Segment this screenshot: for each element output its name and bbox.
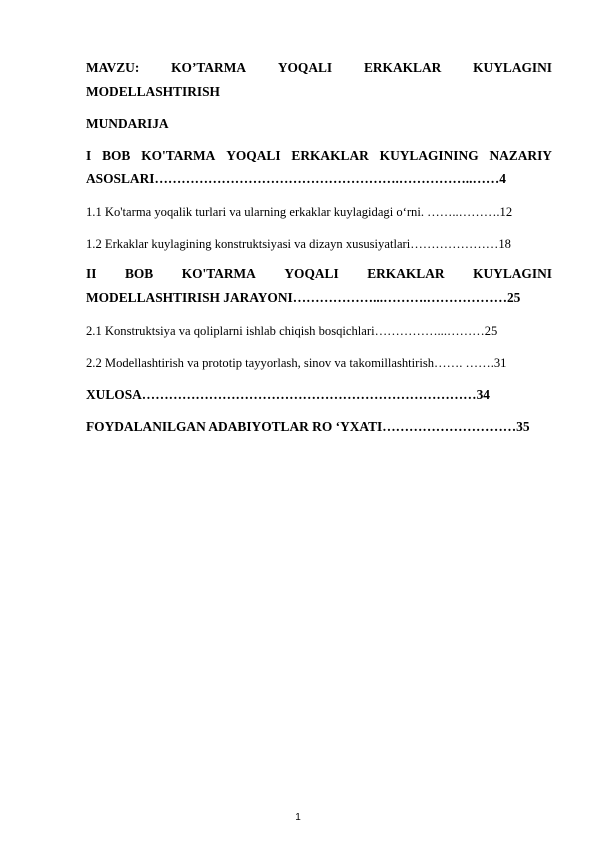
toc-conclusion[interactable]: XULOSA…………………………………………………………………34 bbox=[86, 387, 490, 402]
toc-word: ERKAKLAR bbox=[291, 148, 369, 163]
toc-chapter-1-line-2[interactable]: ASOSLARI……………………………………………….……………..……4 bbox=[86, 171, 506, 186]
toc-word: BOB bbox=[124, 266, 154, 281]
title-word: ERKAKLAR bbox=[363, 60, 442, 75]
toc-section-2-1[interactable]: 2.1 Konstruktsiya va qoliplarni ishlab chiqish bosqichlari……………...………25 bbox=[86, 324, 498, 338]
toc-word: II bbox=[86, 266, 97, 281]
title-word: YOQALI bbox=[277, 60, 333, 75]
contents-heading: MUNDARIJA bbox=[86, 116, 169, 131]
title-word: KO’TARMA bbox=[171, 60, 247, 75]
toc-word: KUYLAGINING bbox=[379, 148, 479, 163]
toc-section-1-1[interactable]: 1.1 Ko'tarma yoqalik turlari va ularning erkaklar kuylagidagi o‘rni. ……..……….12 bbox=[86, 205, 513, 219]
title-line-1 bbox=[86, 60, 552, 76]
title-word: KUYLAGINI bbox=[473, 60, 552, 75]
title-line-2: MODELLASHTIRISH bbox=[86, 84, 220, 99]
title-word: MAVZU: bbox=[86, 60, 140, 75]
toc-word: YOQALI bbox=[226, 148, 281, 163]
toc-word: KO'TARMA bbox=[141, 148, 216, 163]
page-number: 1 bbox=[295, 812, 301, 823]
toc-word: BOB bbox=[102, 148, 131, 163]
toc-references[interactable]: FOYDALANILGAN ADABIYOTLAR RO ‘YXATI…………………………35 bbox=[86, 419, 530, 434]
toc-word: ERKAKLAR bbox=[367, 266, 445, 281]
toc-word: YOQALI bbox=[284, 266, 339, 281]
toc-word: I bbox=[86, 148, 92, 163]
toc-section-2-2[interactable]: 2.2 Modellashtirish va prototip tayyorlash, sinov va takomillashtirish……. …….31 bbox=[86, 356, 507, 370]
toc-chapter-2-line-2[interactable]: MODELLASHTIRISH JARAYONI………………...……….………………25 bbox=[86, 290, 521, 305]
toc-word: NAZARIY bbox=[489, 148, 552, 163]
toc-word: KO'TARMA bbox=[181, 266, 256, 281]
toc-chapter-2-line-1 bbox=[86, 266, 552, 282]
toc-word: KUYLAGINI bbox=[473, 266, 552, 281]
toc-chapter-1-line-1 bbox=[86, 148, 552, 164]
toc-section-1-2[interactable]: 1.2 Erkaklar kuylagining konstruktsiyasi va dizayn xususiyatlari…………………18 bbox=[86, 237, 511, 251]
